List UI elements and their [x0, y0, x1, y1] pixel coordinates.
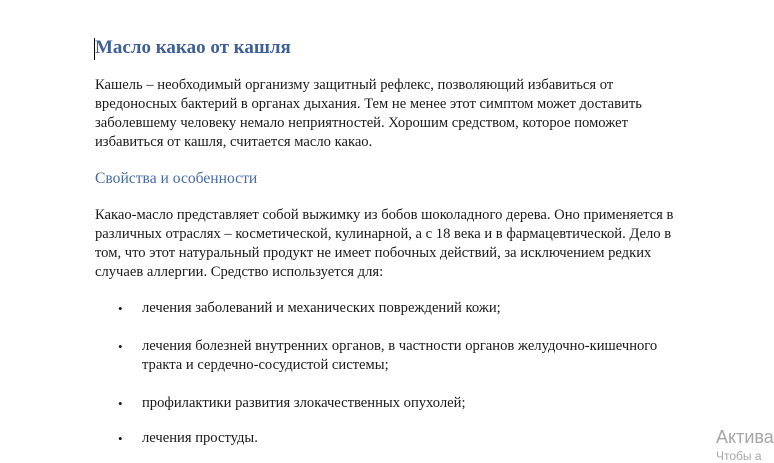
watermark-title: Актива — [716, 427, 774, 447]
list-item-text: профилактики развития злокачественных опухолей; — [142, 395, 466, 411]
intro-paragraph: Кашель – необходимый организму защитный рефлекс, позволяющий избавиться от вредоносных бактерий в органах дыхания. Тем не менее этот симптом может доставить заболевшему человеку немало неприятностей. Хорошим средством, которое поможет избавиться от кашля, считается масло какао. — [95, 77, 642, 150]
section-paragraph: Какао-масло представляет собой выжимку из бобов шоколадного дерева. Оно применяется в различных отраслях – косметической, кулинарной, а с 18 века и в фармацевтической. Дело в том, что этот натуральный продукт не имеет побочных действий, за исключением редких случаев аллергии. Средство используется для: — [95, 207, 674, 280]
list-item-text: лечения болезней внутренних органов, в частности органов желудочно-кишечного тракта и сердечно-сосудистой системы; — [142, 338, 658, 373]
list-item-text: лечения заболеваний и механических повреждений кожи; — [142, 300, 501, 316]
bullet-icon: • — [118, 396, 123, 411]
bullet-icon: • — [118, 431, 123, 446]
document-title: Масло какао от кашля — [95, 37, 291, 58]
bullet-icon: • — [118, 339, 123, 354]
watermark-subtitle: Чтобы а — [716, 449, 762, 463]
section-heading: Свойства и особенности — [95, 170, 258, 187]
bullet-icon: • — [118, 301, 123, 316]
list-item-text: лечения простуды. — [142, 430, 258, 446]
activation-watermark — [716, 425, 774, 463]
